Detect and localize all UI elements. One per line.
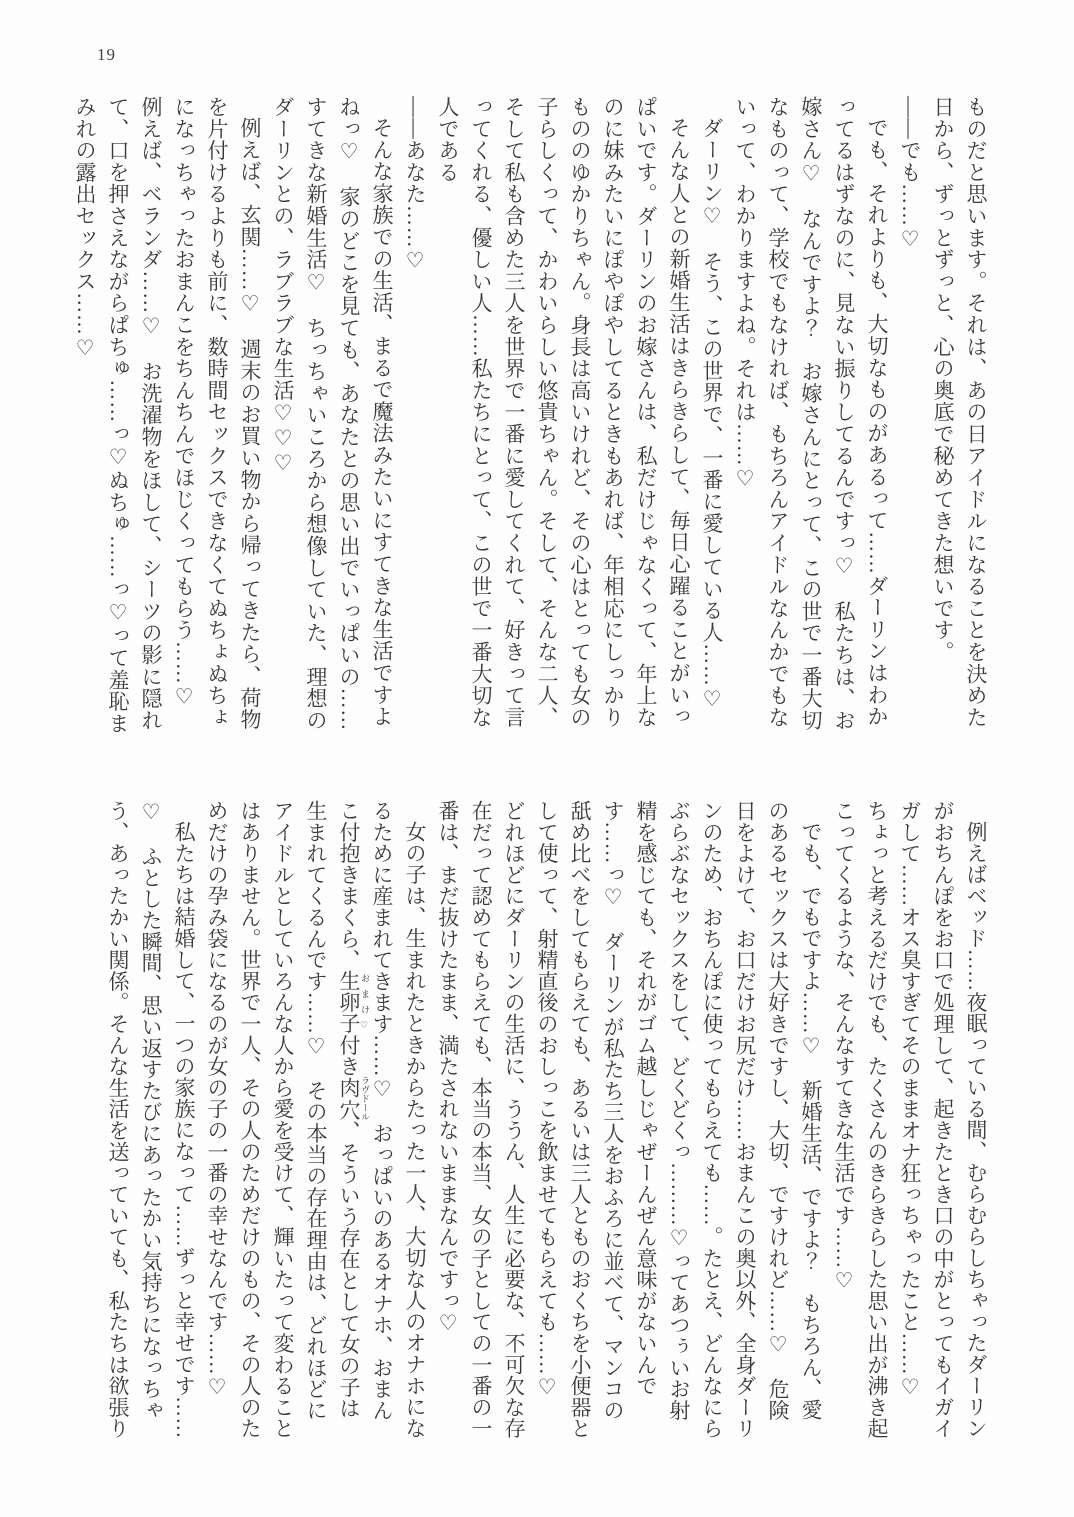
paragraph: そんな家族での生活、まるで魔法みたいにすてきな生活ですよねっ♡ 家のどこを見ても、あなたとの思い出でいっぱいの……すてきな新婚生活♡ ちっちゃいころから想像していた、理想のダーリンとの、ラブラブな生活♡♡♡: [271, 96, 394, 732]
paragraph: ものだと思います。それは、あの日アイドルになることを決めた日から、ずっとずっと、心の奥底で秘めてきた想いです。: [931, 96, 988, 729]
paragraph: 女の子は、生まれたときからたった一人、大切な人のオナホになるために産まれてきます……♡ おっぱいのあるオナホ、おまんこ付抱きまくら、生卵子 おまけ♡付き肉穴 ラヴドール、そういう存在として女の子は生まれてくるんです……♡ その本当の存在理由は、どれほどにアイドルとしていろんな人から愛を受けて、輝いたって変わることはありません。世界で一人、その人のためだけのもの、その人のためだけの孕み袋になるのが女の子の一番の幸せなんです……♡: [205, 800, 427, 1439]
page-number: 19: [97, 45, 116, 64]
paragraph: でも、でもですよ……♡ 新婚生活、ですよ？ もちろん、愛のあるセックスは大好きですし、大切、ですけれど……♡ 危険日をよけて、お口だけお尻だけ……おまんこの奥以外、全身ダーリンのため、おちんぽに使ってもらえても……。たとえ、どんなにらぶらぶなセックスをして、どくどくっ………♡ってあつぅいお射精を感じても、それがゴム越しじゃぜーんぜん意味がないんです……っ♡ ダーリンが私たち三人をおふろに並べて、マンコの舐め比べをしてもらえても、あるいは三人とものおくちを小便器として使って、射精直後のおしっこを飲ませてもらえても……♡ どれほどにダーリンの生活に、ううん、人生に必要な、不可欠な存在だって認めてもらえても、本当の本当、女の子としての一番の一番は、まだ抜けたまま、満たされないままなんですっ♡: [436, 800, 823, 1439]
paragraph: ――あなた……♡: [403, 96, 427, 274]
paragraph: 例えば、玄関……♡ 週末のお買い物から帰ってきたら、荷物を片付けるよりも前に、数時間セックスできなくてぬちょぬちょになっちゃったおまんこをちんちんでほじくってもらう……♡ 例えば、ベランダ……♡ お洗濯物をほして、シーツの影に隠れて、口を押さえながらぱちゅ……っ♡ぬちゅ……っ♡って羞恥まみれの露出セックス……♡: [73, 96, 262, 735]
ruby-annotated-word: 肉穴 ラヴドール: [337, 1076, 370, 1122]
vertical-text-block-top: [68, 96, 992, 748]
paragraph: 例えばベッド……夜眠っている間、むらむらしちゃったダーリンがおちんぽをお口で処理して、起きたとき口の中がとってもイガイガして……オス臭すぎてそのままオナ狂っちゃったこと……♡ ちょっと考えるだけでも、たくさんのきらきらした思い出が沸き起こってくるような、そんなすてきな生活です……♡: [832, 800, 988, 1439]
paragraph: でも、それよりも、大切なものがあるって……ダーリンはわかってるはずなのに、見ない振りしてるんですっ♡ 私たちは、お嫁さん♡ なんですよ？ お嫁さんにとって、この世で一番大切なものって、学校でもなければ、もちろんアイドルなんかでもないって、わかりますよね。それは……♡: [733, 96, 889, 732]
paragraph: ダーリン♡ そう、この世界で、一番に愛している人……♡: [700, 117, 724, 712]
paragraph: ――でも……♡: [898, 96, 922, 252]
ruby-annotated-word: 生卵子 おまけ♡: [337, 970, 370, 1035]
paragraph: 私たちは結婚して、一つの家族になって……ずっと幸せです……♡ ふとした瞬間、思い返すたびにあったかい気持ちになっちゃう、あったかい関係。そんな生活を送っていても、私たちは欲張り: [106, 800, 196, 1439]
paragraph: そんな人との新婚生活はきらきらして、毎日心躍ることがいっぱいです。ダーリンのお嫁さんは、私だけじゃなくって、年上なのに妹みたいにぽやぽやしてるときもあれば、年相応にしっかりもののゆかりちゃん。身長は高いけれど、その心はとっても女の子らしくって、かわいらしい悠貴ちゃん。そして、そんな二人、そして私も含めた三人を世界で一番に愛してくれて、好きって言ってくれる、優しい人……私たちにとって、この世で一番大切な人である: [436, 96, 691, 729]
vertical-text-block-bottom: [101, 800, 992, 1440]
